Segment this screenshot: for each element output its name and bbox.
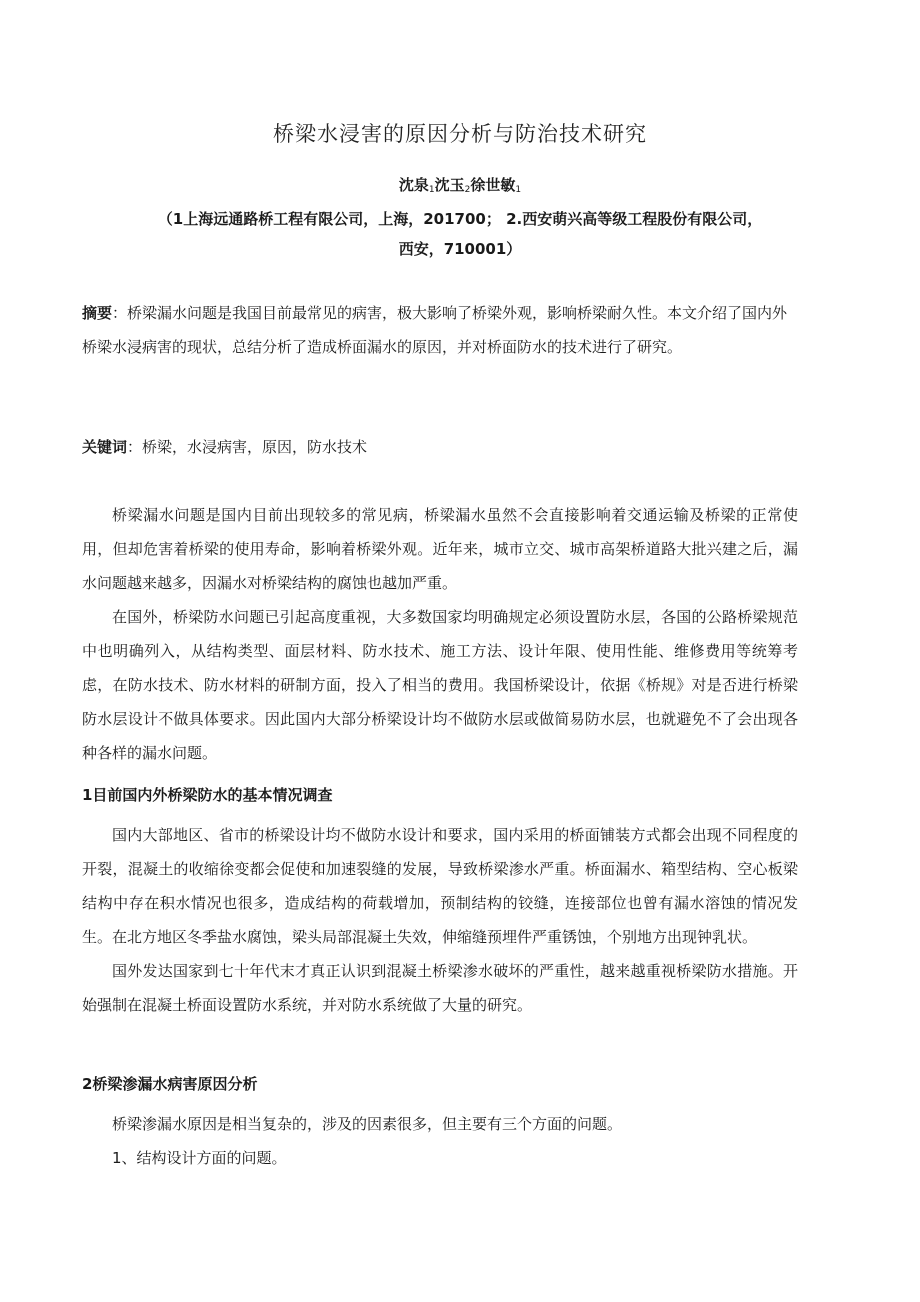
section-2-body xyxy=(82,1107,798,1175)
section-1-body xyxy=(82,818,798,1022)
paragraph: 国外发达国家到七十年代末才真正认识到混凝土桥梁渗水破坏的严重性，越来越重视桥梁防水措施。开始强制在混凝土桥面设置防水系统，并对防水系统做了大量的研究。 xyxy=(82,962,798,1014)
intro-section xyxy=(82,498,798,770)
affiliation-line: （1上海远通路桥工程有限公司，上海，201700； 2.西安萌兴高等级工程股份有限公司， xyxy=(157,210,763,228)
author-affil-mark: 1 xyxy=(515,185,522,195)
abstract-label: 摘要 xyxy=(82,304,113,322)
abstract xyxy=(82,296,802,364)
author-name: 徐世敏 xyxy=(470,176,516,194)
paragraph: 桥梁渗漏水原因是相当复杂的，涉及的因素很多，但主要有三个方面的问题。 xyxy=(112,1115,623,1133)
author-name: 沈玉 xyxy=(434,176,465,194)
paragraph: 桥梁漏水问题是国内目前出现较多的常见病，桥梁漏水虽然不会直接影响着交通运输及桥梁的正常使用，但却危害着桥梁的使用寿命，影响着桥梁外观。近年来，城市立交、城市高架桥道路大批兴建之后，漏水问题越来越多，因漏水对桥梁结构的腐蚀也越加严重。 xyxy=(82,506,798,592)
keywords xyxy=(82,432,802,462)
affiliations xyxy=(120,204,800,264)
paragraph: 国内大部地区、省市的桥梁设计均不做防水设计和要求，国内采用的桥面铺装方式都会出现不同程度的开裂，混凝土的收缩徐变都会促使和加速裂缝的发展，导致桥梁渗水严重。桥面漏水、箱型结构、空心板梁结构中存在积水情况也很多，造成结构的荷载增加，预制结构的铰缝，连接部位也曾有漏水溶蚀的情况发生。在北方地区冬季盐水腐蚀，梁头局部混凝土失效，伸缩缝预埋件严重锈蚀，个别地方出现钟乳状。 xyxy=(82,826,798,946)
section-heading: 1目前国内外桥梁防水的基本情况调查 xyxy=(82,786,333,804)
paper-title: 桥梁水浸害的原因分析与防治技术研究 xyxy=(273,122,647,146)
paragraph: 在国外，桥梁防水问题已引起高度重视，大多数国家均明确规定必须设置防水层，各国的公路桥梁规范中也明确列入，从结构类型、面层材料、防水技术、施工方法、设计年限、使用性能、维修费用等统筹考虑，在防水技术、防水材料的研制方面，投入了相当的费用。我国桥梁设计，依据《桥规》对是否进行桥梁防水层设计不做具体要求。因此国内大部分桥梁设计均不做防水层或做简易防水层，也就避免不了会出现各种各样的漏水问题。 xyxy=(82,608,798,762)
author-line xyxy=(0,174,920,195)
affiliation-line: 西安，710001） xyxy=(398,240,522,258)
author-name: 沈泉 xyxy=(398,176,429,194)
abstract-text: ：桥梁漏水问题是我国目前最常见的病害，极大影响了桥梁外观，影响桥梁耐久性。本文介绍了国内外桥梁水浸病害的现状，总结分析了造成桥面漏水的原因，并对桥面防水的技术进行了研究。 xyxy=(82,304,788,356)
keywords-label: 关键词 xyxy=(82,438,128,456)
author-affil-mark: 1 xyxy=(428,185,435,195)
paragraph: 1、结构设计方面的问题。 xyxy=(112,1149,287,1167)
section-heading: 2桥梁渗漏水病害原因分析 xyxy=(82,1075,258,1093)
author-affil-mark: 2 xyxy=(464,185,471,195)
keywords-text: ：桥梁，水浸病害，原因，防水技术 xyxy=(127,438,368,456)
